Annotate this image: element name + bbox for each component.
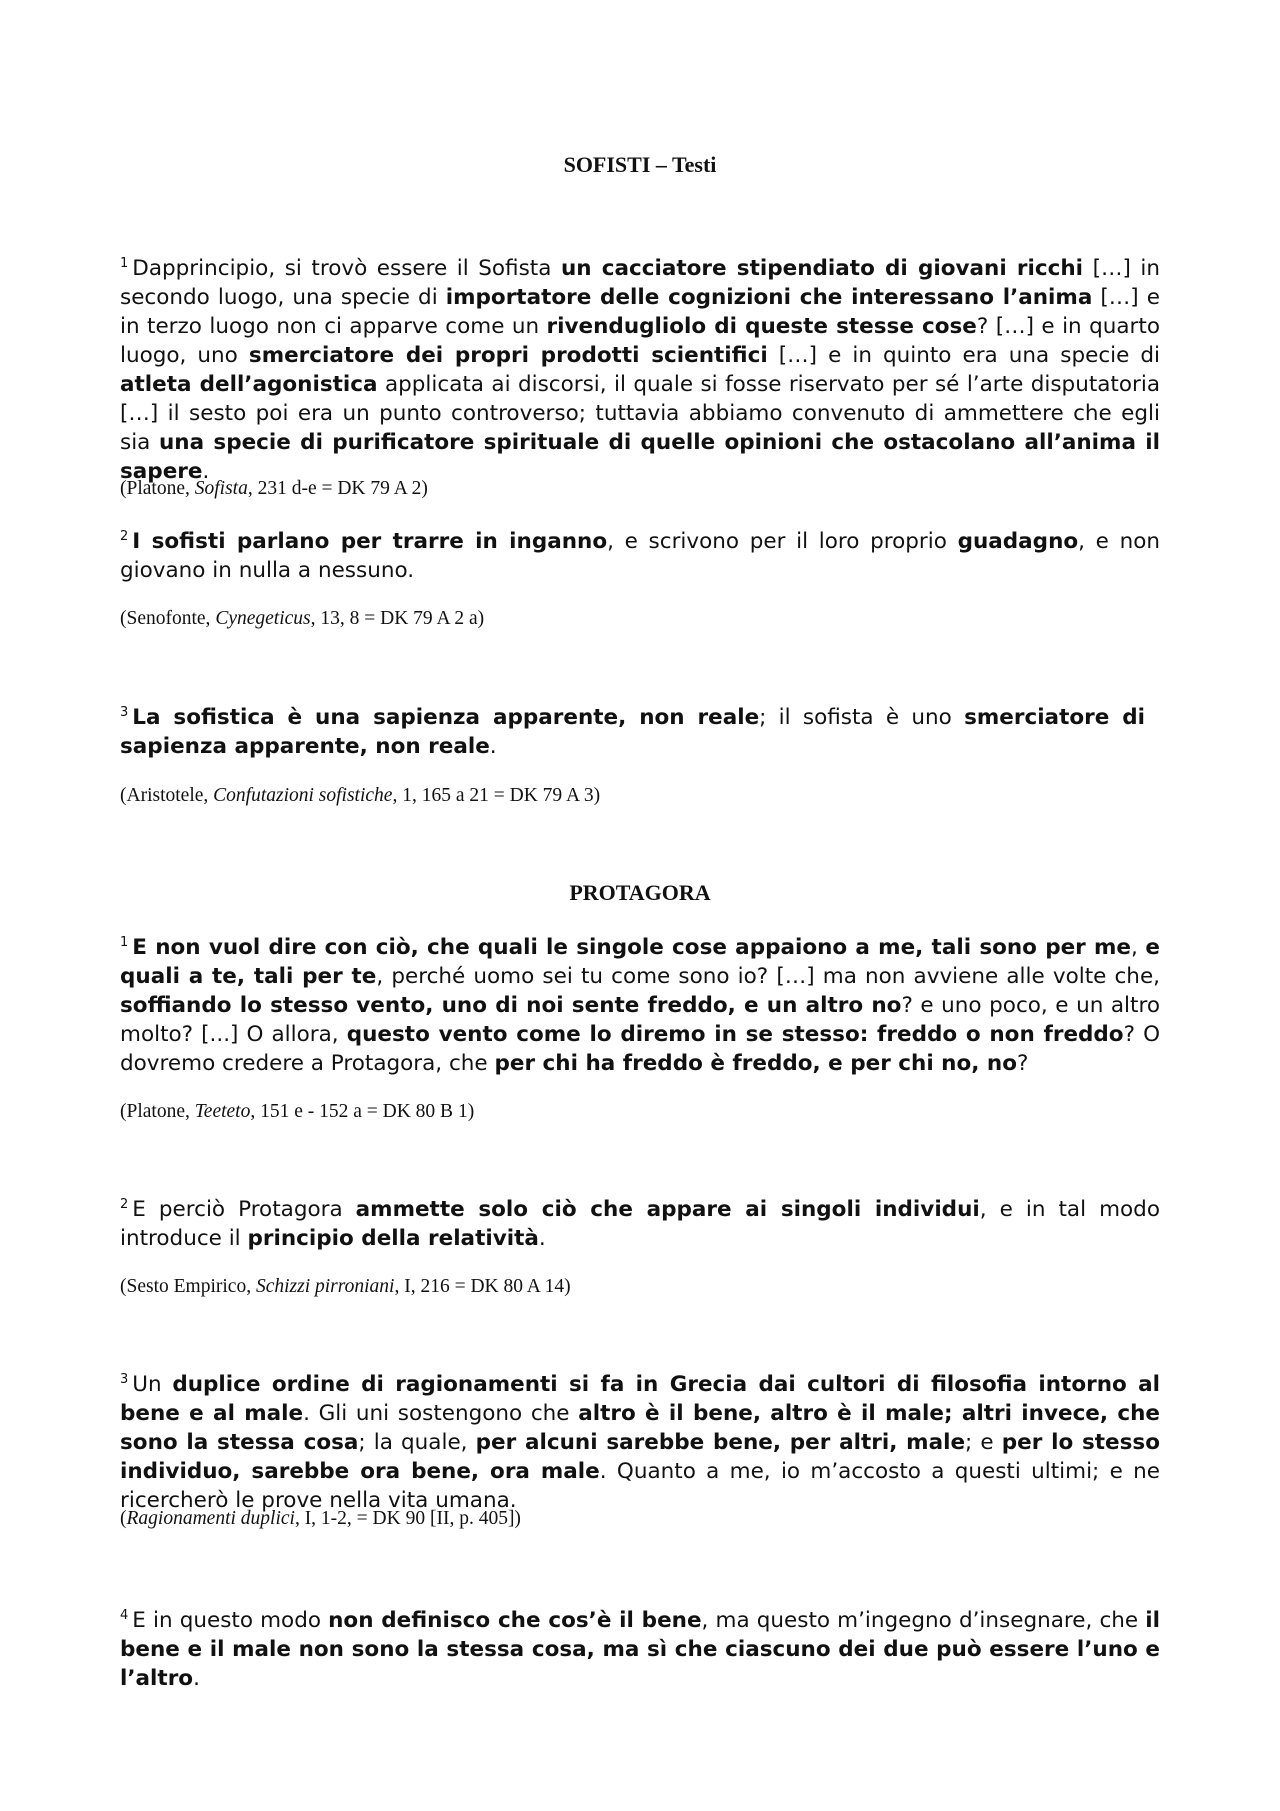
passage-text: E perciò Protagora (132, 1197, 356, 1222)
passage-protagora-4 (120, 1606, 1160, 1693)
passage-bold-text: smerciatore di sapienza apparente, non reale (120, 705, 1145, 759)
citation-sofisti-1 (120, 477, 1160, 501)
citation-sofisti-2 (120, 607, 1160, 631)
citation-text: , 231 d-e = DK 79 A 2) (247, 478, 428, 499)
passage-text: , ma questo m’ingegno d’insegnare, che (701, 1608, 1146, 1633)
citation-work-title: Schizzi pirroniani (255, 1276, 395, 1297)
passage-bold-text: una specie di purificatore spirituale di quelle opinioni che ostacolano all’anima il sapere (120, 430, 1160, 484)
citation-protagora-3 (120, 1507, 1160, 1531)
passage-text: […] e in quinto era una specie di (767, 343, 1161, 368)
passage-text: . (489, 734, 497, 759)
passage-bold-text: un cacciatore stipendiato di giovani ricchi (560, 256, 1084, 281)
passage-bold-text: importatore delle cognizioni che interessano l’anima (445, 285, 1093, 310)
citation-text: (Senofonte, (120, 608, 216, 629)
footnote-number: 1 (120, 934, 129, 950)
page-title: SOFISTI – Testi (563, 152, 717, 177)
citation-text: , 13, 8 = DK 79 A 2 a) (310, 608, 485, 629)
passage-text: . (202, 459, 210, 484)
passage-text: , e in tal modo introduce il (120, 1197, 1160, 1251)
passage-text: ; e (965, 1430, 1002, 1455)
passage-text: ? […] e in quarto luogo, uno (120, 314, 1160, 368)
passage-text: […] in secondo luogo, una specie di (120, 256, 1161, 310)
citation-text: , 1, 165 a 21 = DK 79 A 3) (392, 785, 601, 806)
passage-text: , e scrivono per il loro proprio (607, 529, 958, 554)
passage-text: . Gli uni sostengono che (303, 1401, 579, 1426)
passage-bold-text: La sofistica è una sapienza apparente, non reale (132, 705, 760, 730)
footnote-number: 4 (120, 1607, 129, 1623)
citation-text: ( (120, 1508, 127, 1529)
citation-sofisti-3 (120, 784, 1160, 808)
passage-text: , perché uomo sei tu come sono io? […] ma non avviene alle volte che, (376, 964, 1160, 989)
passage-protagora-3 (120, 1370, 1160, 1515)
citation-protagora-1 (120, 1100, 1160, 1124)
passage-bold-text: I sofisti parlano per trarre in inganno (132, 529, 608, 554)
passage-bold-text: altro è il bene, altro è il male; altri invece, che sono la stessa cosa (120, 1401, 1161, 1455)
citation-text: (Platone, (120, 1101, 195, 1122)
citation-text: , 151 e - 152 a = DK 80 B 1) (250, 1101, 475, 1122)
citation-text: , I, 1-2, = DK 90 [II, p. 405]) (294, 1508, 521, 1529)
passage-text: , (1130, 935, 1146, 960)
passage-text: E in questo modo (132, 1608, 329, 1633)
passage-text: ? O dovremo credere a Protagora, che (120, 1022, 1161, 1076)
passage-text: ; il sofista è uno (759, 705, 965, 730)
passage-text: applicata ai discorsi, il quale si fosse riservato per sé l’arte disputatoria […] il sesto poi era un punto controverso; tuttavia abbiamo convenuto di ammettere che egli sia (120, 372, 1160, 455)
passage-text: Un (132, 1372, 173, 1397)
citation-text: (Platone, (120, 478, 195, 499)
footnote-number: 2 (120, 1196, 129, 1212)
passage-protagora-2 (120, 1195, 1160, 1253)
passage-text: ? (1017, 1051, 1029, 1076)
passage-bold-text: questo vento come lo diremo in se stesso: freddo o non freddo (346, 1022, 1124, 1047)
passage-bold-text: per lo stesso individuo, sarebbe ora bene, ora male (120, 1430, 1161, 1484)
footnote-number: 3 (120, 1371, 129, 1387)
passage-bold-text: E non vuol dire con ciò, che quali le singole cose appaiono a me, tali sono per me (132, 935, 1131, 960)
citation-text: , I, 216 = DK 80 A 14) (394, 1276, 571, 1297)
passage-text: […] e in terzo luogo non ci apparve come un (120, 285, 1161, 339)
section-title-protagora: PROTAGORA (569, 880, 711, 905)
passage-bold-text: e quali a te, tali per te (120, 935, 1160, 989)
footnote-number: 3 (120, 704, 129, 720)
citation-work-title: Sofista (194, 478, 248, 499)
passage-bold-text: duplice ordine di ragionamenti si fa in Grecia dai cultori di filosofia intorno al bene e al male (120, 1372, 1160, 1426)
passage-bold-text: ammette solo ciò che appare ai singoli individui (355, 1197, 980, 1222)
passage-bold-text: per chi ha freddo è freddo, e per chi no, no (494, 1051, 1017, 1076)
passage-text: . Quanto a me, io m’accosto a questi ultimi; e ne ricercherò le prove nella vita umana. (120, 1459, 1160, 1513)
passage-bold-text: soffiando lo stesso vento, uno di noi sente freddo, e un altro no (120, 993, 902, 1018)
passage-bold-text: smerciatore dei propri prodotti scientifici (248, 343, 768, 368)
passage-sofisti-2 (120, 527, 1160, 585)
passage-text: ? e uno poco, e un altro molto? [...] O allora, (120, 993, 1160, 1047)
passage-text: . (193, 1666, 200, 1691)
passage-text: . (538, 1226, 546, 1251)
citation-protagora-2 (120, 1275, 1160, 1299)
passage-bold-text: il bene e il male non sono la stessa cosa, ma sì che ciascuno dei due può essere l’uno e l’altro (120, 1608, 1160, 1691)
passage-sofisti-3 (120, 703, 1145, 761)
passage-protagora-1 (120, 933, 1160, 1078)
footnote-number: 1 (120, 255, 129, 271)
footnote-number: 2 (120, 528, 129, 544)
citation-text: (Aristotele, (120, 785, 214, 806)
citation-work-title: Ragionamenti duplici (126, 1508, 295, 1529)
passage-sofisti-1 (120, 254, 1160, 486)
passage-text: , e non giovano in nulla a nessuno. (120, 529, 1160, 583)
passage-bold-text: atleta dell’agonistica (120, 372, 378, 397)
passage-bold-text: per alcuni sarebbe bene, per altri, male (475, 1430, 966, 1455)
citation-work-title: Teeteto (194, 1101, 251, 1122)
passage-bold-text: guadagno (957, 529, 1079, 554)
passage-bold-text: non definisco che cos’è il bene (328, 1608, 702, 1633)
passage-text: Dapprincipio, si trovò essere il Sofista (132, 256, 561, 281)
citation-text: (Sesto Empirico, (120, 1276, 256, 1297)
citation-work-title: Cynegeticus (215, 608, 311, 629)
citation-work-title: Confutazioni sofistiche (213, 785, 393, 806)
passage-bold-text: rivendugliolo di queste stesse cose (546, 314, 977, 339)
passage-bold-text: principio della relatività (247, 1226, 539, 1251)
passage-text: ; la quale, (358, 1430, 476, 1455)
